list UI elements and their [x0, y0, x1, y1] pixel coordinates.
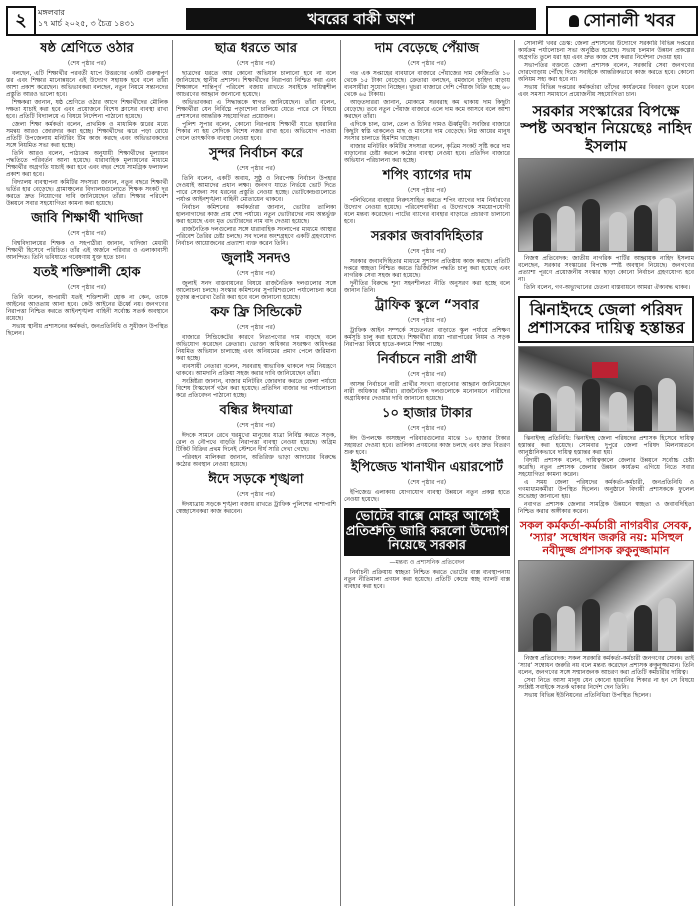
article-paragraph: ব্যবসায়ী নেতারা বলেন, সরবরাহ স্বাভাবিক থাকলে দাম নিয়ন্ত্রণে থাকবে। আমদানি প্রক্রিয়া সহজ করার দাবি জানিয়েছেন তাঁরা। — [176, 362, 336, 377]
continuation-note: (শেষ পৃষ্ঠার পর) — [236, 490, 276, 498]
continuation-note: (শেষ পৃষ্ঠার পর) — [236, 164, 276, 172]
article-body — [344, 381, 510, 402]
person-figure — [609, 392, 627, 431]
article — [6, 266, 168, 337]
article-headline: ছাত্র ধরতে আর — [215, 41, 297, 56]
person-figure — [658, 378, 676, 431]
person-figure — [658, 198, 676, 251]
page-number: ২ — [6, 6, 36, 36]
article-paragraph: তিনি আরও বলেন, পাঠ্যক্রম অনুযায়ী শিক্ষার্থীদের মূল্যায়ন পদ্ধতিতে পরিবর্তন আনা হয়েছে। ধারাবাহিক মূল্যায়নের মাধ্যমে শিক্ষার্থীর অগ্রগতি যাচাই করা হবে এবং বছর শেষে সামগ্রিক ফলাফল প্রকাশ করা হবে। — [6, 149, 168, 178]
article-headline: কফ ফ্রি সিন্ডিকেট — [210, 304, 302, 320]
article — [176, 42, 336, 142]
continuation-note: (শেষ পৃষ্ঠার পর) — [236, 269, 276, 277]
article-headline: ইপিজেড খানাখীন এয়ারপোর্ট — [350, 459, 503, 475]
article-paragraph: নির্বাচন কমিশনের কর্মকর্তারা জানান, ভোটার তালিকা হালনাগাদের কাজ প্রায় শেষ পর্যায়ে। নতুন ভোটারদের নাম অন্তর্ভুক্ত করা হয়েছে এবং মৃত ভোটারদের নাম বাদ দেওয়া হয়েছে। — [176, 203, 336, 225]
article-paragraph: নিজস্ব প্রতিবেদক: সকল সরকারি কর্মকর্তা-কর্মচারী জনগণের সেবক। তাই ‘স্যার’ সম্বোধন জরুরি নয় বলে মন্তব্য করেছেন প্রশাসক রুকুনুজ্জামান। তিনি বলেন, জনগণের সঙ্গে সম্মানজনক আচরণ করা প্রতিটি কর্মচারীর দায়িত্ব। — [518, 655, 694, 677]
article-paragraph: সভায় বিভিন্ন ইউনিয়নের প্রতিনিধিরা উপস্থিত ছিলেন। — [524, 692, 651, 700]
article-paragraph: জেলা শিক্ষা কর্মকর্তা বলেন, প্রাথমিক ও মাধ্যমিক স্তরের মধ্যে সমন্বয় আরও জোরদার করা হচ্ছে। শিক্ষার্থীদের ঝরে পড়া রোধে প্রতিটি উপজেলায় মনিটরিং টিম কাজ করছে এবং অভিভাবকদের সঙ্গে নিয়মিত সভা করা হচ্ছে। — [6, 120, 168, 149]
continuation-note: (শেষ পৃষ্ঠার পর) — [407, 478, 447, 486]
continuation-note: (শেষ পৃষ্ঠার পর) — [67, 229, 107, 237]
article — [344, 407, 510, 456]
article-body — [344, 258, 510, 294]
article-paragraph: পুলিশ সুপার বলেন, কোনো নিরপরাধ শিক্ষার্থী যাতে হয়রানির শিকার না হয় সেদিকে বিশেষ নজর রাখা হবে। অভিযোগ পাওয়া গেলে তাৎক্ষণিক ব্যবস্থা নেওয়া হবে। — [176, 120, 336, 142]
continuation-note: (শেষ পৃষ্ঠার পর) — [407, 370, 447, 378]
column-2 — [176, 40, 336, 906]
article-paragraph: তিনি বলেন, একটি অবাধ, সুষ্ঠু ও নিরপেক্ষ নির্বাচন উপহার দেওয়াই আমাদের প্রধান লক্ষ্য। জনগণ যাতে নির্ভয়ে ভোট দিতে পারে সেজন্য সব ধরনের প্রস্তুতি নেওয়া হচ্ছে। ভোটকেন্দ্রগুলোতে পর্যাপ্ত আইনশৃঙ্খলা বাহিনী মোতায়েন থাকবে। — [176, 174, 336, 203]
article — [176, 306, 336, 399]
article-headline: ১০ হাজার টাকার — [382, 405, 472, 421]
article-headline: ষষ্ঠ শ্রেণিতে ওঠার — [40, 41, 134, 56]
person-figure — [634, 605, 652, 651]
article — [344, 461, 510, 503]
article-body — [344, 327, 510, 348]
article — [6, 42, 168, 207]
article-paragraph: গত এক সপ্তাহের ব্যবধানে বাজারে পেঁয়াজের দাম কেজিপ্রতি ১০ থেকে ১৫ টাকা বেড়েছে। ক্রেতারা বলছেন, রমজানে চাহিদা বাড়ায় ব্যবসায়ীরা সুযোগ নিচ্ছেন। খুচরা বাজারে দেশি পেঁয়াজ বিক্রি হচ্ছে ৬০ থেকে ৬৫ টাকায়। — [344, 69, 510, 98]
article-body — [6, 294, 168, 337]
article-paragraph: আড়তদাররা জানান, মোকামে সরবরাহ কম থাকায় দাম কিছুটা বেড়েছে। তবে নতুন পেঁয়াজ বাজারে এলে দাম কমে আসবে বলে আশা করছেন তাঁরা। — [344, 98, 510, 120]
article-body — [518, 40, 694, 98]
column-divider — [172, 40, 173, 906]
article-headline: জুলাই সনদও — [221, 250, 291, 266]
article-body — [518, 655, 694, 699]
article-headline: সুন্দর নির্বাচন করে — [209, 145, 303, 161]
person-icon — [569, 15, 579, 27]
article-headline: দাম বেড়েছে পেঁয়াজ — [374, 41, 480, 56]
article-body — [518, 255, 694, 291]
continuation-note: (শেষ পৃষ্ঠার পর) — [236, 421, 276, 429]
continuation-note: (শেষ পৃষ্ঠার পর) — [407, 424, 447, 432]
continuation-note: (শেষ পৃষ্ঠার পর) — [407, 316, 447, 324]
continuation-note: (শেষ পৃষ্ঠার পর) — [407, 247, 447, 255]
article-paragraph: পরিবহন মালিকরা জানান, অতিরিক্ত ভাড়া আদায়ের বিরুদ্ধে কঠোর অবস্থান নেওয়া হয়েছে। — [176, 453, 336, 468]
article-body — [344, 70, 510, 164]
article-paragraph: পলিথিনের ব্যবহার নিরুৎসাহিত করতে শপিং ব্যাগের দাম নির্ধারণের উদ্যোগ নেওয়া হয়েছে। পরিবেশবাদীরা এ উদ্যোগকে সময়োপযোগী বলে মন্তব্য করেছেন। পাটের ব্যাগের ব্যবহার বাড়াতে প্রচারণা চালানো হবে। — [344, 196, 510, 225]
article-paragraph: সভায় স্থানীয় প্রশাসনের কর্মকর্তা, জনপ্রতিনিধি ও সুধীজন উপস্থিত ছিলেন। — [6, 322, 168, 337]
article-paragraph: আসন্ন নির্বাচনে নারী প্রার্থীর সংখ্যা বাড়ানোর আহ্বান জানিয়েছেন নারী অধিকার কর্মীরা। রাজনৈতিক দলগুলোকে মনোনয়নে নারীদের অগ্রাধিকার দেওয়ার দাবি জানানো হয়েছে। — [344, 380, 510, 402]
person-figure — [557, 386, 575, 431]
continuation-note: (শেষ পৃষ্ঠার পর) — [236, 59, 276, 67]
article-paragraph: বলছেন, এটি শিক্ষার্থীর পরবর্তী ধাপে উত্তরণের একটি গুরুত্বপূর্ণ স্তর এবং শিক্ষার মানোন্নয়নে এই উদ্যোগ সহায়ক হবে বলে তাঁরা আশা প্রকাশ করেছেন। অভিভাবকরা বলছেন, নতুন নিয়মে সন্তানদের প্রস্তুতি আরও ভালো হবে। — [6, 69, 168, 98]
article — [176, 147, 336, 247]
article — [344, 353, 510, 402]
article-body — [176, 70, 336, 142]
article-paragraph: ঈদকে সামনে রেখে ঘরমুখো মানুষের যাত্রা নির্বিঘ্ন করতে সড়ক, রেল ও নৌপথে বাড়তি নিরাপত্তা ব্যবস্থা নেওয়া হয়েছে। অগ্রিম টিকিট বিক্রির প্রথম দিনেই স্টেশনে দীর্ঘ সারি দেখা গেছে। — [176, 431, 336, 453]
article-body — [176, 432, 336, 468]
continuation-note: (শেষ পৃষ্ঠার পর) — [407, 59, 447, 67]
article-paragraph: ঈদযাত্রায় সড়কে শৃঙ্খলা বজায় রাখতে ট্রাফিক পুলিশের পাশাপাশি স্বেচ্ছাসেবকরা কাজ করবেন। — [176, 500, 336, 515]
article-body — [344, 489, 510, 503]
column-1 — [6, 40, 168, 906]
article — [344, 508, 510, 591]
continuation-note: (শেষ পৃষ্ঠার পর) — [407, 186, 447, 194]
article-paragraph: সরকার জবাবদিহিতার মাধ্যমে সুশাসন প্রতিষ্ঠায় কাজ করছে। প্রতিটি দপ্তরে স্বচ্ছতা নিশ্চিত করতে ডিজিটাল পদ্ধতি চালু করা হয়েছে এবং নাগরিক সেবা সহজ করা হয়েছে। — [344, 257, 510, 279]
article — [344, 169, 510, 225]
column-3 — [344, 40, 510, 906]
news-photo — [518, 158, 694, 252]
column-divider — [340, 40, 341, 906]
article-paragraph: সভাপতির বক্তব্যে জেলা প্রশাসক বলেন, সরকারি সেবা জনগণের দোরগোড়ায় পৌঁছে দিতে সবাইকে আন্তরিকভাবে কাজ করতে হবে। কোনো অনিয়ম সহ্য করা হবে না। — [518, 62, 694, 83]
article-body — [6, 240, 168, 261]
continuation-note: (শেষ পৃষ্ঠার পর) — [67, 283, 107, 291]
flag-graphic — [592, 362, 618, 378]
person-figure — [557, 206, 575, 251]
person-figure — [609, 612, 627, 651]
article-paragraph: বাজারে সিন্ডিকেটের কারণে নিত্যপণ্যের দাম বাড়ছে বলে অভিযোগ করেছেন ক্রেতারা। ভোক্তা অধিকার সংরক্ষণ অধিদপ্তর নিয়মিত অভিযান চালাচ্ছে এবং অনিয়মের প্রমাণ পেলে জরিমানা করা হচ্ছে। — [176, 333, 336, 362]
person-figure — [533, 213, 551, 251]
article-body — [518, 435, 694, 515]
news-photo — [518, 560, 694, 652]
article — [176, 252, 336, 301]
person-figure — [658, 598, 676, 651]
article-headline: নির্বাচনে নারী প্রার্থী — [377, 351, 477, 367]
article — [518, 296, 694, 515]
article-paragraph: অভিভাবকরা এ সিদ্ধান্তকে স্বাগত জানিয়েছেন। তাঁরা বলেন, শিক্ষার্থীরা যেন নির্বিঘ্নে পড়াশোনা চালিয়ে যেতে পারে সে বিষয়ে প্রশাসনের আন্তরিক সহযোগিতা প্রয়োজন। — [176, 98, 336, 120]
column-4 — [518, 40, 694, 906]
article-headline: ভোটের বাক্সে মোহর আগেই প্রতিশ্রুতি জারি করলো উদ্যোগ নিয়েছে সরকার — [344, 508, 510, 557]
article-paragraph: বিশ্ববিদ্যালয়ের শিক্ষক ও সহপাঠীরা জানান, খাদিজা মেধাবী শিক্ষার্থী হিসেবে পরিচিত। তাঁর এই অর্জনে পরিবার ও এলাকাবাসী আনন্দিত। তিনি ভবিষ্যতে গবেষণায় যুক্ত হতে চান। — [6, 239, 168, 261]
article — [518, 520, 694, 700]
continuation-note: (শেষ পৃষ্ঠার পর) — [236, 323, 276, 331]
newspaper-logo — [546, 6, 698, 36]
article-paragraph: সেবা নিতে আসা মানুষ যেন কোনো হয়রানির শিকার না হন সে বিষয়ে সংশ্লিষ্ট সবাইকে সতর্ক থাকার নির্দেশ দেন তিনি। — [518, 677, 694, 692]
article-headline: ট্রাফিক স্কুলে “সবার — [375, 297, 479, 313]
person-figure — [582, 599, 600, 651]
article-body — [6, 70, 168, 207]
article-body — [344, 197, 510, 225]
article-body — [344, 569, 510, 590]
article-headline: সরকার জবাবদিহিতার — [371, 228, 483, 244]
article-body — [176, 175, 336, 247]
article-paragraph: শিক্ষকরা জানান, ষষ্ঠ শ্রেণিতে ওঠার আগে শিক্ষার্থীদের মৌলিক দক্ষতা যাচাই করা হবে এবং প্রয়োজনে বিশেষ ক্লাসের ব্যবস্থা রাখা হবে। প্রতিটি বিদ্যালয়ে এ বিষয়ে নির্দেশনা পাঠানো হয়েছে। — [6, 98, 168, 120]
day-label: মঙ্গলবার — [38, 8, 65, 17]
article-body — [176, 334, 336, 399]
article — [6, 212, 168, 261]
article-paragraph: বিদায়ী প্রশাসক বলেন, দায়িত্বকালে জেলার উন্নয়নে সর্বোচ্চ চেষ্টা করেছি। নতুন প্রশাসক জেলার উন্নয়ন কার্যক্রম এগিয়ে নিতে সবার সহযোগিতা কামনা করেন। — [518, 456, 694, 478]
person-figure — [533, 613, 551, 651]
article-headline: ঈদে সড়কে শৃঙ্খলা — [208, 471, 304, 487]
continuation-note: (শেষ পৃষ্ঠার পর) — [67, 59, 107, 67]
article-paragraph: সংশ্লিষ্টরা জানান, বাজার মনিটরিং জোরদার করতে জেলা পর্যায়ে বিশেষ টাস্কফোর্স গঠন করা হয়েছে। প্রতিদিন বাজার দর পর্যালোচনা করে প্রতিবেদন পাঠানো হচ্ছে। — [176, 377, 336, 399]
article-paragraph: ইপিজেড এলাকায় যোগাযোগ ব্যবস্থা উন্নয়নে নতুন প্রকল্প হাতে নেওয়া হয়েছে। — [344, 488, 510, 503]
article-paragraph: দুর্নীতির বিরুদ্ধে শূন্য সহনশীলতা নীতি অনুসরণ করা হচ্ছে বলে জানান তিনি। — [344, 279, 510, 294]
article-paragraph: তিনি বলেন, অপরাধী যতই শক্তিশালী হোক না কেন, তাকে আইনের আওতায় আনা হবে। কেউ আইনের ঊর্ধ্বে নয়। জনগণের নিরাপত্তা নিশ্চিত করতে আইনশৃঙ্খলা বাহিনী সর্বোচ্চ সতর্ক অবস্থানে রয়েছে। — [6, 293, 168, 322]
article — [176, 473, 336, 515]
masthead-rule — [6, 34, 694, 36]
article — [518, 40, 694, 98]
article-paragraph: ছাত্রদের ধরতে আর কোনো অভিযান চালানো হবে না বলে জানিয়েছে স্থানীয় প্রশাসন। শিক্ষার্থীদের নিরাপত্তা নিশ্চিত করা এবং শিক্ষাঙ্গনে শান্তিপূর্ণ পরিবেশ বজায় রাখতে সবাইকে দায়িত্বশীল আচরণের আহ্বান জানানো হয়েছে। — [176, 69, 336, 98]
article-headline: সরকার সংস্কারের বিপক্ষে স্পষ্ট অবস্থান নিয়েছেঃ নাহিদ ইসলাম — [520, 102, 692, 155]
person-figure — [582, 199, 600, 251]
article-body — [344, 435, 510, 456]
article-headline: জাবি শিক্ষার্থী খাদিজা — [31, 210, 143, 226]
article-paragraph: এ সময় জেলা পরিষদের কর্মকর্তা-কর্মচারী, জনপ্রতিনিধি ও গণমাধ্যমকর্মীরা উপস্থিত ছিলেন। অনুষ্ঠানে বিদায়ী প্রশাসককে ফুলেল শুভেচ্ছা জানানো হয়। — [518, 478, 694, 500]
person-figure — [634, 385, 652, 431]
article-paragraph: তিনি বলেন, গণ-অভ্যুত্থানের চেতনা বাস্তবায়নে আমরা ঐক্যবদ্ধ থাকব। — [524, 283, 691, 291]
article-paragraph: রাজনৈতিক দলগুলোর সঙ্গে ধারাবাহিক সংলাপের মাধ্যমে আস্থার পরিবেশ তৈরির চেষ্টা চলছে। সব দলের অংশগ্রহণে একটি গ্রহণযোগ্য নির্বাচন আয়োজনের প্রত্যাশা ব্যক্ত করেন তিনি। — [176, 225, 336, 247]
article-paragraph: সোনালী খবর ডেস্ক: জেলা প্রশাসনের উদ্যোগে সরকারি বিভিন্ন দপ্তরের কার্যক্রম পর্যালোচনা সভা অনুষ্ঠিত হয়েছে। সভায় চলমান উন্নয়ন প্রকল্পের অগ্রগতি তুলে ধরা হয় এবং দ্রুত কাজ শেষ করার নির্দেশনা দেওয়া হয়। — [518, 40, 694, 61]
continuation-note: —মন্তব্য ও প্রশাসনিক প্রতিবেদন — [389, 559, 465, 567]
person-figure — [557, 606, 575, 651]
article-body — [176, 280, 336, 301]
column-divider — [514, 40, 515, 906]
article-paragraph: বিদ্যালয় ব্যবস্থাপনা কমিটির সদস্যরা জানান, নতুন বছরে শিক্ষার্থী ভর্তির হার বেড়েছে। গ্রামাঞ্চলের বিদ্যালয়গুলোতে শিক্ষক সংকট দূর করতে দ্রুত নিয়োগের দাবি জানিয়েছেন তাঁরা। শিক্ষার পরিবেশ উন্নয়নে সবার সহযোগিতা কামনা করা হয়েছে। — [6, 178, 168, 207]
person-figure — [582, 379, 600, 431]
newspaper-name: সোনালী খবর — [583, 11, 675, 31]
article-paragraph: এদিকে চাল, ডাল, তেল ও চিনির দামও ঊর্ধ্বমুখী। সবজির বাজারে কিছুটা স্বস্তি থাকলেও মাছ ও মাংসের দাম বেড়েছে। নিম্ন আয়ের মানুষ সংসার চালাতে হিমশিম খাচ্ছেন। — [344, 120, 510, 142]
article-paragraph: বাজার মনিটরিং কমিটির সদস্যরা বলেন, কৃত্রিম সংকট সৃষ্টি করে দাম বাড়ানোর চেষ্টা করলে কঠোর ব্যবস্থা নেওয়া হবে। প্রতিদিন বাজারে অভিযান পরিচালনা করা হচ্ছে। — [344, 142, 510, 164]
article — [176, 404, 336, 468]
article-headline: যতই শক্তিশালী হোক — [33, 264, 141, 280]
person-figure — [609, 212, 627, 251]
date-label: ১৭ মার্চ ২০২৫, ৩ চৈত্র ১৪৩১ — [38, 19, 135, 28]
article-paragraph: জুলাই সনদ বাস্তবায়নের বিষয়ে রাজনৈতিক দলগুলোর সঙ্গে আলোচনা চলছে। সংস্কার কমিশনের সুপারিশগুলো পর্যালোচনা করে চূড়ান্ত রূপরেখা তৈরি করা হবে বলে জানানো হয়েছে। — [176, 279, 336, 301]
article-paragraph: ঈদ উপলক্ষে অসচ্ছল পরিবারগুলোর মাঝে ১০ হাজার টাকার সহায়তা দেওয়া হবে। তালিকা প্রণয়নের কাজ চলছে এবং দ্রুত বিতরণ শুরু হবে। — [344, 434, 510, 456]
article — [518, 103, 694, 291]
date-line — [38, 7, 135, 29]
person-figure — [634, 205, 652, 251]
article-paragraph: নির্বাচনী প্রক্রিয়ায় স্বচ্ছতা নিশ্চিত করতে ভোটের বাক্স ব্যবস্থাপনায় নতুন নীতিমালা প্রণয়ন করা হয়েছে। প্রতিটি কেন্দ্রে স্বচ্ছ ব্যালট বাক্স ব্যবহার করা হবে। — [344, 569, 510, 591]
article — [344, 299, 510, 348]
article-paragraph: ঝিনাইদহ প্রতিনিধি: ঝিনাইদহ জেলা পরিষদের প্রশাসক হিসেবে দায়িত্ব হস্তান্তর করা হয়েছে। সোমবার দুপুরে জেলা পরিষদ মিলনায়তনে আনুষ্ঠানিকভাবে দায়িত্ব হস্তান্তর করা হয়। — [518, 434, 694, 456]
article-paragraph: সভায় বিভিন্ন দপ্তরের কর্মকর্তারা তাঁদের কার্যক্রমের বিবরণ তুলে ধরেন এবং সমস্যা সমাধানে প্রয়োজনীয় সহযোগিতা চান। — [518, 84, 694, 98]
article-headline: বন্ধির ঈদযাত্রা — [219, 402, 293, 418]
article — [344, 230, 510, 294]
person-figure — [533, 393, 551, 431]
news-photo — [518, 346, 694, 432]
article — [344, 42, 510, 164]
article-paragraph: নিজস্ব প্রতিবেদক: জাতীয় নাগরিক পার্টির আহ্বায়ক নাহিদ ইসলাম বলেছেন, সরকার সংস্কারের বিপক্ষে স্পষ্ট অবস্থান নিয়েছে। জনগণের প্রত্যাশা পূরণে প্রয়োজনীয় সংস্কার ছাড়া কোনো নির্বাচন গ্রহণযোগ্য হবে না। — [518, 254, 694, 283]
article-body — [176, 501, 336, 515]
article-paragraph: নবাগত প্রশাসক জেলার সামগ্রিক উন্নয়নে স্বচ্ছতা ও জবাবদিহিতা নিশ্চিত করার অঙ্গীকার করেন। — [518, 500, 694, 515]
article-headline: শপিং ব্যাগের দাম — [382, 167, 472, 183]
article-headline: সকল কর্মকর্তা-কর্মচারী নাগরবীর সেবক, ‘স্যার’ সম্বোধন জরুরি নয়: মসিহুল নবীদুজ্জ প্রশাসক রুকুনুজ্জামান — [519, 518, 693, 557]
article-paragraph: ট্রাফিক আইন সম্পর্কে সচেতনতা বাড়াতে স্কুল পর্যায়ে প্রশিক্ষণ কর্মসূচি চালু করা হয়েছে। শিক্ষার্থীরা রাস্তা পারাপারের নিয়ম ও সড়ক নিরাপত্তা বিষয়ে হাতে-কলমে শিক্ষা পাচ্ছে। — [344, 326, 510, 348]
section-title: খবরের বাকী অংশ — [186, 8, 536, 30]
article-headline: ঝিনাইদহে জেলা পরিষদ প্রশাসকের দায়িত্ব হস্তান্তর — [518, 296, 694, 343]
